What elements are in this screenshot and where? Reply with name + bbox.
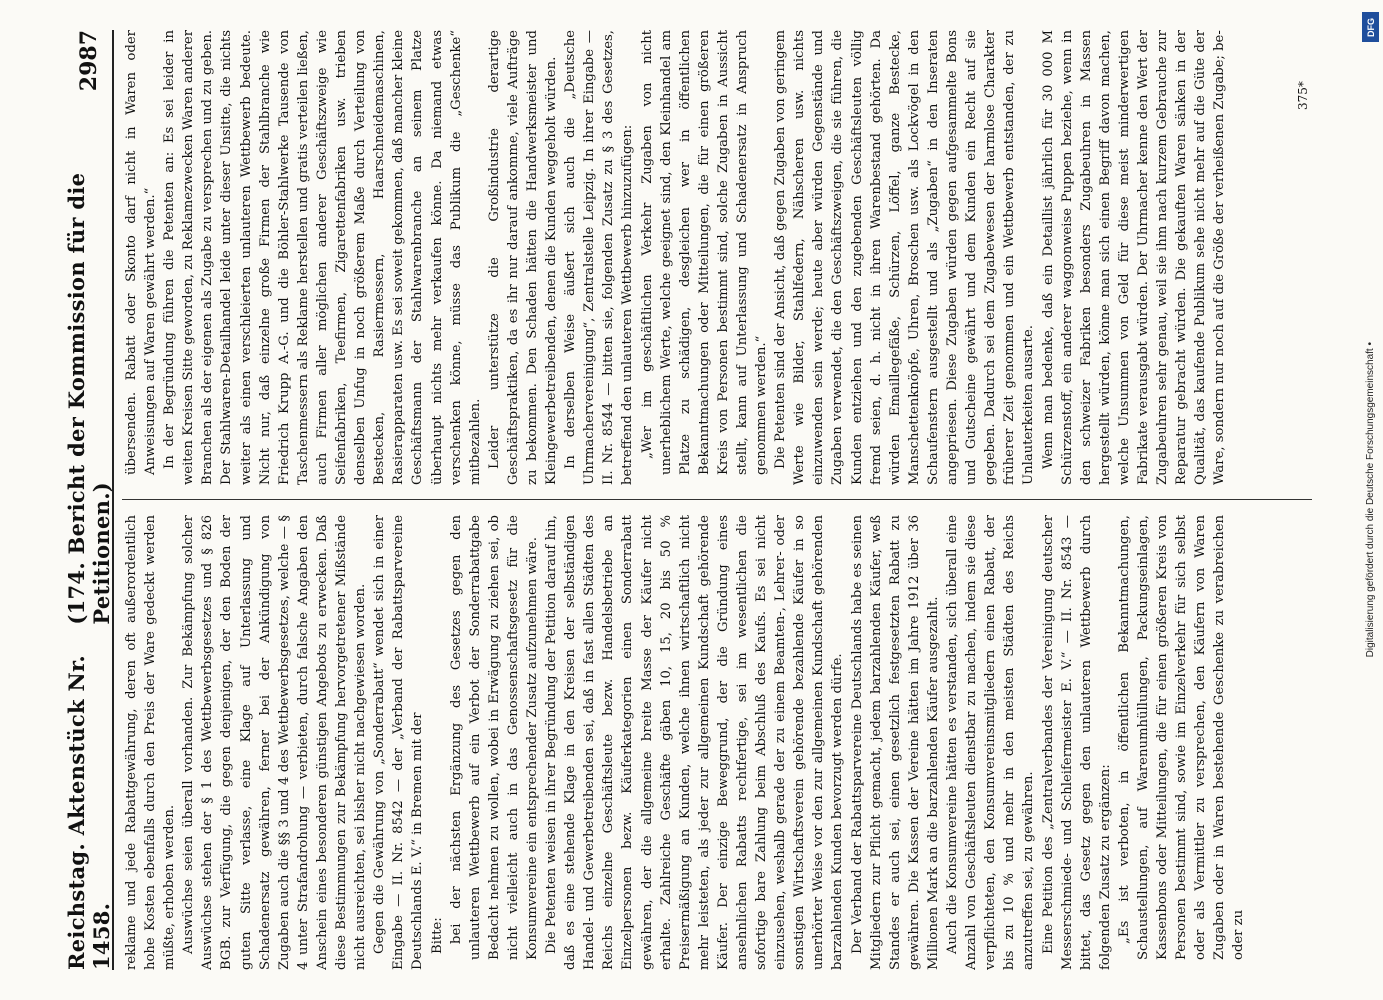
paragraph: In der Begründung führen die Petenten an: Es sei leider in weiten Kreisen Sitte geworden, zu Reklamezwecken Waren anderer Branchen als der eigenen als Zugabe zu versprechen und zu geben. Der Stahlwaren-Detailhandel leide unter dieser Unsitte, die nichts weiter als einen verschleierten unlauteren Wettbewerb bedeute. Nicht nur, daß einzelne große Firmen der Stahlbranche wie Friedrich Krupp A.-G. und die Böhler-Stahlwerke Tausende von Taschenmessern als Reklame herstellen und gratis verteilen ließen, auch Firmen aller möglichen anderer Geschäftszweige wie Seifenfabriken, Teefirmen, Zigarettenfabriken usw. trieben denselben Unfug in noch größerem Maße durch Verteilung von Bestecken, Rasiermessern, Haarschneidemaschinen, Rasierapparaten usw. Es sei soweit gekommen, daß mancher kleine Geschäftsmann der Stahlwarenbranche an seinem Platze überhaupt nichts mehr verkaufen könne. Da niemand etwas verschenken könne, müsse das Publikum die „Geschenke“ mitbezahlen. xyxy=(162,30,483,485)
column-divider xyxy=(122,499,1312,500)
quote-paragraph: übersenden. Rabatt oder Skonto darf nicht in Waren oder Anweisungen auf Waren gewährt werden.“ xyxy=(124,30,159,475)
header-center: (174. Bericht der Kommission für die Petitionen.) xyxy=(64,172,114,625)
paragraph: Die Petenten weisen in ihrer Begründung der Petition darauf hin, daß es eine stehende Klage in den Kreisen der selbständigen Handel- und Gewerbetreibenden sei, daß in fast allen Städten des Reichs einzelne Geschäftsleute bezw. Handelsbetriebe an Einzelpersonen bezw. Käuferkategorien einen Sonderrabatt gewähren, der die allgemeine breite Masse der Käufer nicht erhalte. Zahlreiche Geschäfte gäben 10, 15, 20 bis 50 % Preisermäßigung an Kunden, welche ihnen wirtschaftlich nicht mehr leisteten, als jeder zur allgemeinen Kundschaft gehörende Käufer. Der einzige Beweggrund, der die Gründung eines ansehnlichen Rabatts rechtfertige, sei im wesentlichen die sofortige bare Zahlung beim Abschluß des Kaufs. Es sei nicht einzusehen, weshalb gerade der zu einem Beamten-, Lehrer- oder sonstigen Wirtschaftsverein gehörende bezahlende Käufer in so unerhörter Weise vor den zur allgemeinen Kundschaft gehörenden barzahlenden Kunden bevorzugt werden dürfe. xyxy=(544,515,846,970)
paragraph: Der Verband der Rabattsparvereine Deutschlands habe es seinen Mitgliedern zur Pflicht gemacht, jedem barzahlenden Käufer, weß Standes er auch sei, einen gesetzlich festgesetzten Rabatt zu gewähren. Die Kassen der Vereine hätten im Jahre 1912 über 36 Millionen Mark an die barzahlenden Käufer ausgezahlt. xyxy=(849,515,941,970)
rotated-document xyxy=(66,30,1316,970)
paragraph: reklame und jede Rabattgewährung, deren oft außerordentlich hohe Kosten ebenfalls durch den Preis der Ware gedeckt werden müßte, erhoben werden. xyxy=(124,515,178,970)
quote-paragraph: bei der nächsten Ergänzung des Gesetzes gegen den unlauteren Wettbewerb auf ein Verbot der Sonderrabattgabe Bedacht nehmen zu wollen, wobei in Erwägung zu ziehen sei, ob nicht vielleicht auch in das Genossenschaftsgesetz für die Konsumvereine ein entsprechender Zusatz aufzunehmen wäre. xyxy=(448,515,540,960)
paragraph: Die Petenten sind der Ansicht, daß gegen Zugaben von geringem Werte wie Bilder, Stahlfedern, Nähscheren usw. nichts einzuwenden sein werde; heute aber würden Gegenstände und Zugaben verwendet, die den Geschäftszweigen, die sie führen, die Kunden entziehen und den zugebenden Geschäftsleuten völlig fremd seien, d. h. nicht in ihren Warenbestand gehörten. Da würden Emaillegefäße, Schürzen, Löffel, ganze Bestecke, Manschettenknöpfe, Uhren, Broschen usw. als Lockvögel in den Schaufenstern ausgestellt und als „Zugaben“ in den Inseraten angepriesen. Diese Zugaben würden gegen aufgesammelte Bons und Gutscheine gewährt und dem Kunden ein Recht auf sie gegeben. Dadurch sei dem Zugabewesen der harmlose Charakter früherer Zeit genommen und ein Wettbewerb entstanden, der zu Unlauterkeiten ausarte. xyxy=(773,30,1037,485)
left-column xyxy=(122,515,1312,970)
paragraph: Gegen die Gewährung von „Sonderrabatt“ wendet sich in einer Eingabe — II. Nr. 8542 — der „Verband der Rabattsparvereine Deutschlands E. V.“ in Bremen mit der xyxy=(372,515,426,970)
paragraph: Auch die Konsumvereine hätten es verstanden, sich überall eine Anzahl von Geschäftsleuten dienstbar zu machen, indem sie diese verpflichteten, den Konsumvereinsmitgliedern einen Rabatt, der bis zu 10 % und mehr in den meisten Städten des Reichs anzutreffen sei, zu gewähren. xyxy=(945,515,1037,970)
paragraph: Leider unterstütze die Großindustrie derartige Geschäftspraktiken, da es ihr nur darauf ankomme, viele Aufträge zu bekommen. Den Schaden hätten die Handwerksmeister und Kleingewerbetreibenden, denen die Kunden weggeholt würden. xyxy=(486,30,560,485)
page-header xyxy=(66,30,114,970)
header-left: Reichstag. Aktenstück Nr. 1458. xyxy=(64,654,114,970)
dfg-logo-text: DFG xyxy=(1365,17,1376,37)
paragraph: Wenn man bedenke, daß ein Detaillist jährlich für 30 000 M Schürzenstoff, ein anderer waggonweise Puppen beziehe, wenn in den schweizer Fabriken besonders Zugabeuhren in Massen hergestellt würden, könne man sich einen Begriff davon machen, welche Unsummen von Geld für diese meist minderwertigen Fabrikate verausgabt würden. Der Uhrmacher kenne den Wert der Zugabeuhren sehr genau, weil sie ihm nach kurzem Gebrauche zur Reparatur gebracht würden. Die gekauften Waren sänken in der Qualität, das kaufende Publikum sehe nicht mehr auf die Güte der Ware, sondern nur noch auf die Größe der verheißenen Zugabe; be- xyxy=(1040,30,1228,485)
page-number: 2987 xyxy=(76,30,102,92)
digitization-credit xyxy=(1359,0,1381,1000)
credit-text: Digitalisierung gefördert durch die Deutsche Forschungsgemeinschaft • xyxy=(1364,342,1376,658)
quote-paragraph: „Wer im geschäftlichen Verkehr Zugaben von nicht unerheblichem Werte, welche geeignet sind, den Kleinhandel am Platze zu schädigen, desgleichen wer in öffentlichen Bekanntmachungen oder Mitteilungen, die für einen größeren Kreis von Personen bestimmt sind, solche Zugaben in Aussicht stellt, kann auf Unterlassung und Schadenersatz in Anspruch genommen werden.“ xyxy=(639,30,770,475)
paragraph: In derselben Weise äußert sich auch die „Deutsche Uhrmachervereinigung“, Zentralstelle Leipzig. In ihrer Eingabe — II. Nr. 8544 — bitten sie, folgenden Zusatz zu § 3 des Gesetzes, betreffend den unlauteren Wettbewerb hinzuzufügen: xyxy=(563,30,636,485)
paragraph: Auswüchse seien überall vorhanden. Zur Bekämpfung solcher Auswüchse stehen der § 1 des Wettbewerbsgesetzes und § 826 BGB. zur Verfügung, die gegen denjenigen, der den Boden der guten Sitte verlasse, eine Klage auf Unterlassung und Schadenersatz gewähren, ferner bei der Ankündigung von Zugaben auch die §§ 3 und 4 des Wettbewerbsgesetzes, welche — § 4 unter Strafandrohung — verbieten, durch falsche Angaben den Anschein eines besonderen günstigen Angebots zu erwecken. Daß diese Bestimmungen zur Bekämpfung hervorgetretener Mißstände nicht ausreichten, sei bisher nicht nachgewiesen worden. xyxy=(181,515,369,970)
right-column xyxy=(122,30,1312,485)
paragraph: Eine Petition des „Zentralverbandes der Vereinigung deutscher Messerschmiede- und Schleifermeister E. V.“ — II. Nr. 8543 — bittet, das Gesetz gegen den unlauteren Wettbewerb durch folgenden Zusatz zu ergänzen: xyxy=(1040,515,1113,970)
quote-paragraph: „Es ist verboten, in öffentlichen Bekanntmachungen, Schaustellungen, auf Warenumhüllungen, Packungseinlagen, Kassenbons oder Mitteilungen, die für einen größeren Kreis von Personen bestimmt sind, sowie im Einzelverkehr für sich selbst oder als Vermittler zu versprechen, den Käufern von Waren Zugaben oder in Waren bestehende Geschenke zu verabreichen oder zu xyxy=(1116,515,1247,960)
footer-mark: 375* xyxy=(1296,81,1310,110)
paragraph: Bitte: xyxy=(429,917,445,954)
